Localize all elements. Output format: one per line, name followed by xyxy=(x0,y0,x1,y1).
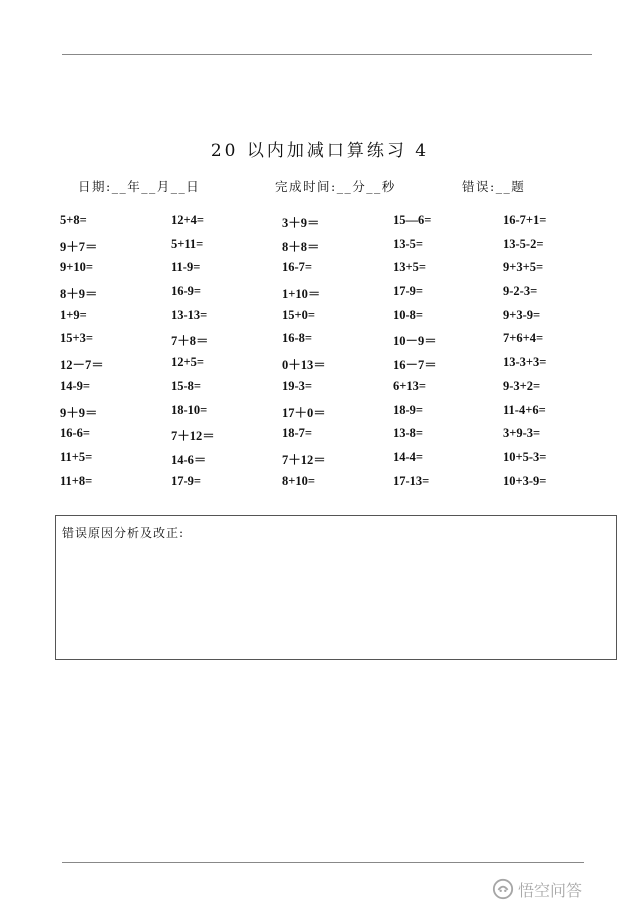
problem-row xyxy=(60,355,580,379)
problem: 9+3-9= xyxy=(503,307,541,322)
problem: 13-13= xyxy=(171,307,208,322)
problem: 11-9= xyxy=(171,260,201,275)
problem: 14-4= xyxy=(393,449,424,464)
problem: 0＋13＝ xyxy=(282,358,326,373)
error-analysis-box[interactable] xyxy=(55,515,617,660)
problem-row xyxy=(60,331,580,355)
errors-field: 错误:__题 xyxy=(462,179,526,194)
problem-row xyxy=(60,379,580,403)
problem: 16-8= xyxy=(282,331,313,346)
problem: 1+10＝ xyxy=(282,287,321,302)
problem: 7＋12＝ xyxy=(171,429,215,444)
wukong-logo-icon xyxy=(492,878,514,900)
problem-row xyxy=(60,403,580,427)
problem-row xyxy=(60,308,580,332)
problem: 15—6= xyxy=(393,213,432,227)
problem-row xyxy=(60,213,580,237)
problem: 12－7＝ xyxy=(60,358,104,373)
problem-row xyxy=(60,450,580,474)
problem: 12+5= xyxy=(171,355,204,370)
time-field: 完成时间:__分__秒 xyxy=(275,179,396,194)
problem: 11-4+6= xyxy=(503,402,546,417)
problem: 17-9= xyxy=(171,473,202,488)
problem: 16-7+1= xyxy=(503,213,547,227)
problem: 15+3= xyxy=(60,331,93,346)
problem: 19-3= xyxy=(282,378,313,393)
problem: 14-6＝ xyxy=(171,452,207,467)
problem: 5+8= xyxy=(60,213,87,227)
problem: 14-9= xyxy=(60,378,91,393)
problem: 1+9= xyxy=(60,307,87,322)
problem-grid xyxy=(60,213,580,497)
problem: 13+5= xyxy=(393,260,426,275)
problem: 8+10= xyxy=(282,473,315,488)
problem: 9＋7＝ xyxy=(60,239,98,254)
watermark xyxy=(492,875,626,903)
page-title: 20 以内加减口算练习 4 xyxy=(210,141,430,161)
problem: 8＋9＝ xyxy=(60,287,98,302)
problem: 17＋0＝ xyxy=(282,405,326,420)
problem: 16－7＝ xyxy=(393,358,437,373)
problem-row xyxy=(60,474,580,498)
problem: 9＋9＝ xyxy=(60,405,98,420)
problem: 7＋12＝ xyxy=(282,452,326,467)
problem: 17-13= xyxy=(393,473,430,488)
problem: 10－9＝ xyxy=(393,334,437,349)
date-field: 日期:__年__月__日 xyxy=(78,179,201,194)
problem-row xyxy=(60,426,580,450)
problem: 3＋9＝ xyxy=(282,216,320,230)
problem: 18-9= xyxy=(393,402,424,417)
problem: 3+9-3= xyxy=(503,426,541,441)
problem: 16-6= xyxy=(60,426,91,441)
problem: 15+0= xyxy=(282,307,315,322)
error-analysis-label: 错误原因分析及改正: xyxy=(62,526,185,540)
problem: 6+13= xyxy=(393,378,426,393)
problem: 7＋8＝ xyxy=(171,334,209,349)
problem: 7+6+4= xyxy=(503,331,544,346)
problem: 9-3+2= xyxy=(503,378,541,393)
problem: 18-7= xyxy=(282,426,313,441)
problem: 11+5= xyxy=(60,449,93,464)
problem: 11+8= xyxy=(60,473,93,488)
problem: 8＋8＝ xyxy=(282,239,320,254)
problem: 9-2-3= xyxy=(503,284,538,299)
problem: 17-9= xyxy=(393,284,424,299)
bottom-divider xyxy=(62,862,584,863)
problem: 15-8= xyxy=(171,378,202,393)
problem: 10+3-9= xyxy=(503,473,547,488)
problem: 13-8= xyxy=(393,426,424,441)
problem: 9+3+5= xyxy=(503,260,544,275)
problem: 13-3+3= xyxy=(503,355,547,370)
problem-row xyxy=(60,260,580,284)
problem: 5+11= xyxy=(171,236,204,251)
problem: 16-7= xyxy=(282,260,313,275)
watermark-text: 悟空问答 xyxy=(518,880,583,900)
problem: 13-5-2= xyxy=(503,236,544,251)
problem-row xyxy=(60,284,580,308)
problem-row xyxy=(60,237,580,261)
problem: 18-10= xyxy=(171,402,208,417)
problem: 13-5= xyxy=(393,236,424,251)
problem: 16-9= xyxy=(171,284,202,299)
problem: 12+4= xyxy=(171,213,204,227)
problem: 9+10= xyxy=(60,260,93,275)
top-divider xyxy=(62,54,592,55)
problem: 10+5-3= xyxy=(503,449,547,464)
problem: 10-8= xyxy=(393,307,424,322)
